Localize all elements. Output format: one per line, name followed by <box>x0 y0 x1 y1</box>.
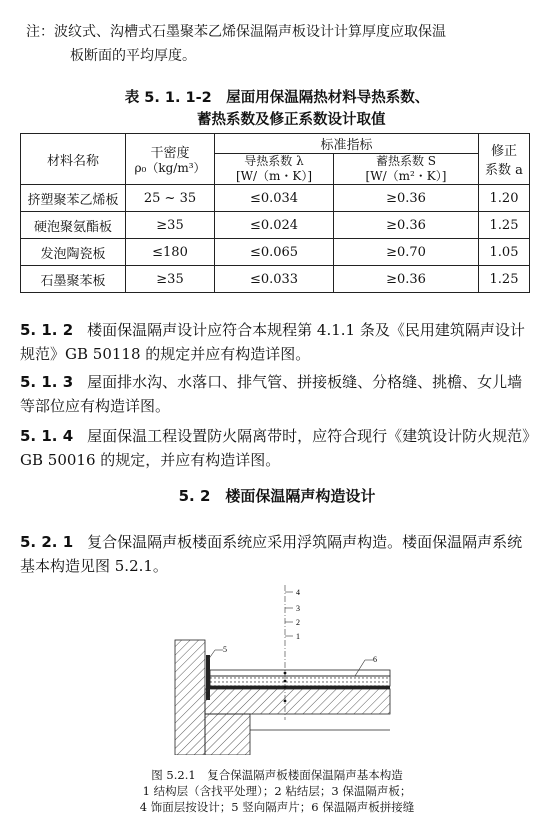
cell-name: 挤塑聚苯乙烯板 <box>21 185 126 212</box>
beam <box>205 714 250 755</box>
th-s <box>334 154 479 185</box>
insulation-board <box>210 676 390 686</box>
cell-lambda: ≤0.065 <box>215 239 334 266</box>
th-lambda-l1: 导热系数 λ <box>244 154 304 168</box>
cell-s: ≥0.70 <box>334 239 479 266</box>
cell-a: 1.25 <box>479 266 530 293</box>
table-row <box>21 185 530 212</box>
table-row <box>21 266 530 293</box>
table-caption-line-2: 蓄热系数及修正系数设计取值 <box>197 112 386 128</box>
clause-text: 屋面排水沟、水落口、排气管、拼接板缝、分格缝、挑檐、女儿墙等部位应有构造详图。 <box>20 373 523 415</box>
cell-a: 1.20 <box>479 185 530 212</box>
point-4 <box>284 672 287 675</box>
figure-caption-title: 图 5.2.1 复合保温隔声板楼面保温隔声基本构造 <box>151 768 403 782</box>
wall <box>175 640 205 755</box>
cell-density: ≥35 <box>126 266 215 293</box>
structural-slab <box>205 689 390 714</box>
th-a <box>479 134 530 185</box>
cell-s: ≥0.36 <box>334 212 479 239</box>
th-density <box>126 134 215 185</box>
point-2 <box>284 686 287 689</box>
th-s-l2: [W/（m²・K）] <box>365 169 447 183</box>
material-table <box>20 133 530 293</box>
clause-number: 5. 1. 4 <box>20 427 74 445</box>
clause-text: 楼面保温隔声设计应符合本规程第 4.1.1 条及《民用建筑隔声设计规范》GB 50118 的规定并应有构造详图。 <box>20 321 525 363</box>
clause-number: 5. 2. 1 <box>20 533 74 551</box>
clause-text: 屋面保温工程设置防火隔离带时，应符合现行《建筑设计防火规范》GB 50016 的规定，并应有构造详图。 <box>20 427 530 469</box>
th-material: 材料名称 <box>21 134 126 185</box>
th-a-l2: 系数 a <box>485 163 523 178</box>
th-density-l2: ρ₀（kg/m³） <box>134 161 206 175</box>
th-lambda-l2: [W/（m・K）] <box>235 169 313 183</box>
clause-5-2-1 <box>20 530 534 578</box>
note-line-1: 注：波纹式、沟槽式石墨聚苯乙烯保温隔声板设计计算厚度应取保温 <box>26 24 446 40</box>
finish-layer <box>210 670 390 676</box>
th-density-l1: 干密度 <box>150 146 190 161</box>
clause-5-1-2 <box>20 318 534 366</box>
clause-number: 5. 1. 3 <box>20 373 74 391</box>
label-6: 6 <box>373 655 377 664</box>
clause-5-1-3 <box>20 370 534 418</box>
label-5: 5 <box>223 645 227 654</box>
clause-5-1-4 <box>20 424 534 472</box>
cell-lambda: ≤0.024 <box>215 212 334 239</box>
label-4: 4 <box>296 588 300 597</box>
label-3: 3 <box>296 604 300 613</box>
label-2: 2 <box>296 618 300 627</box>
label-1: 1 <box>296 632 300 641</box>
th-a-l1: 修正 <box>490 144 517 159</box>
cell-lambda: ≤0.034 <box>215 185 334 212</box>
cell-density: ≤180 <box>126 239 215 266</box>
cell-s: ≥0.36 <box>334 266 479 293</box>
section-heading: 5. 2 楼面保温隔声构造设计 <box>178 487 376 505</box>
table-caption-line-1: 表 5. 1. 1-2 屋面用保温隔热材料导热系数、 <box>124 90 430 106</box>
table-note <box>26 20 536 68</box>
figure-caption-line-2: 1 结构层（含找平处理）；2 粘结层；3 保温隔声板； <box>142 784 412 798</box>
cell-a: 1.25 <box>479 212 530 239</box>
cell-density: ≥35 <box>126 212 215 239</box>
cell-a: 1.05 <box>479 239 530 266</box>
figure-caption-line-3: 4 饰面层按设计；5 竖向隔声片；6 保温隔声板拼接缝 <box>139 800 415 814</box>
adhesive-layer <box>210 686 390 689</box>
cell-lambda: ≤0.033 <box>215 266 334 293</box>
note-line-2: 板断面的平均厚度。 <box>70 48 196 64</box>
cell-name: 发泡陶瓷板 <box>21 239 126 266</box>
table-row <box>21 212 530 239</box>
point-1 <box>284 700 287 703</box>
th-s-l1: 蓄热系数 S <box>375 154 437 168</box>
clause-text: 复合保温隔声板楼面系统应采用浮筑隔声构造。楼面保温隔声系统基本构造见图 5.2.1。 <box>20 533 523 575</box>
cell-name: 硬泡聚氨酯板 <box>21 212 126 239</box>
cell-name: 石墨聚苯板 <box>21 266 126 293</box>
point-3 <box>284 680 287 683</box>
cell-s: ≥0.36 <box>334 185 479 212</box>
table-row <box>21 239 530 266</box>
cell-density: 25 ~ 35 <box>126 185 215 212</box>
clause-number: 5. 1. 2 <box>20 321 74 339</box>
th-lambda <box>215 154 334 185</box>
th-standard: 标准指标 <box>215 134 479 154</box>
floor-construction-figure <box>165 580 395 755</box>
